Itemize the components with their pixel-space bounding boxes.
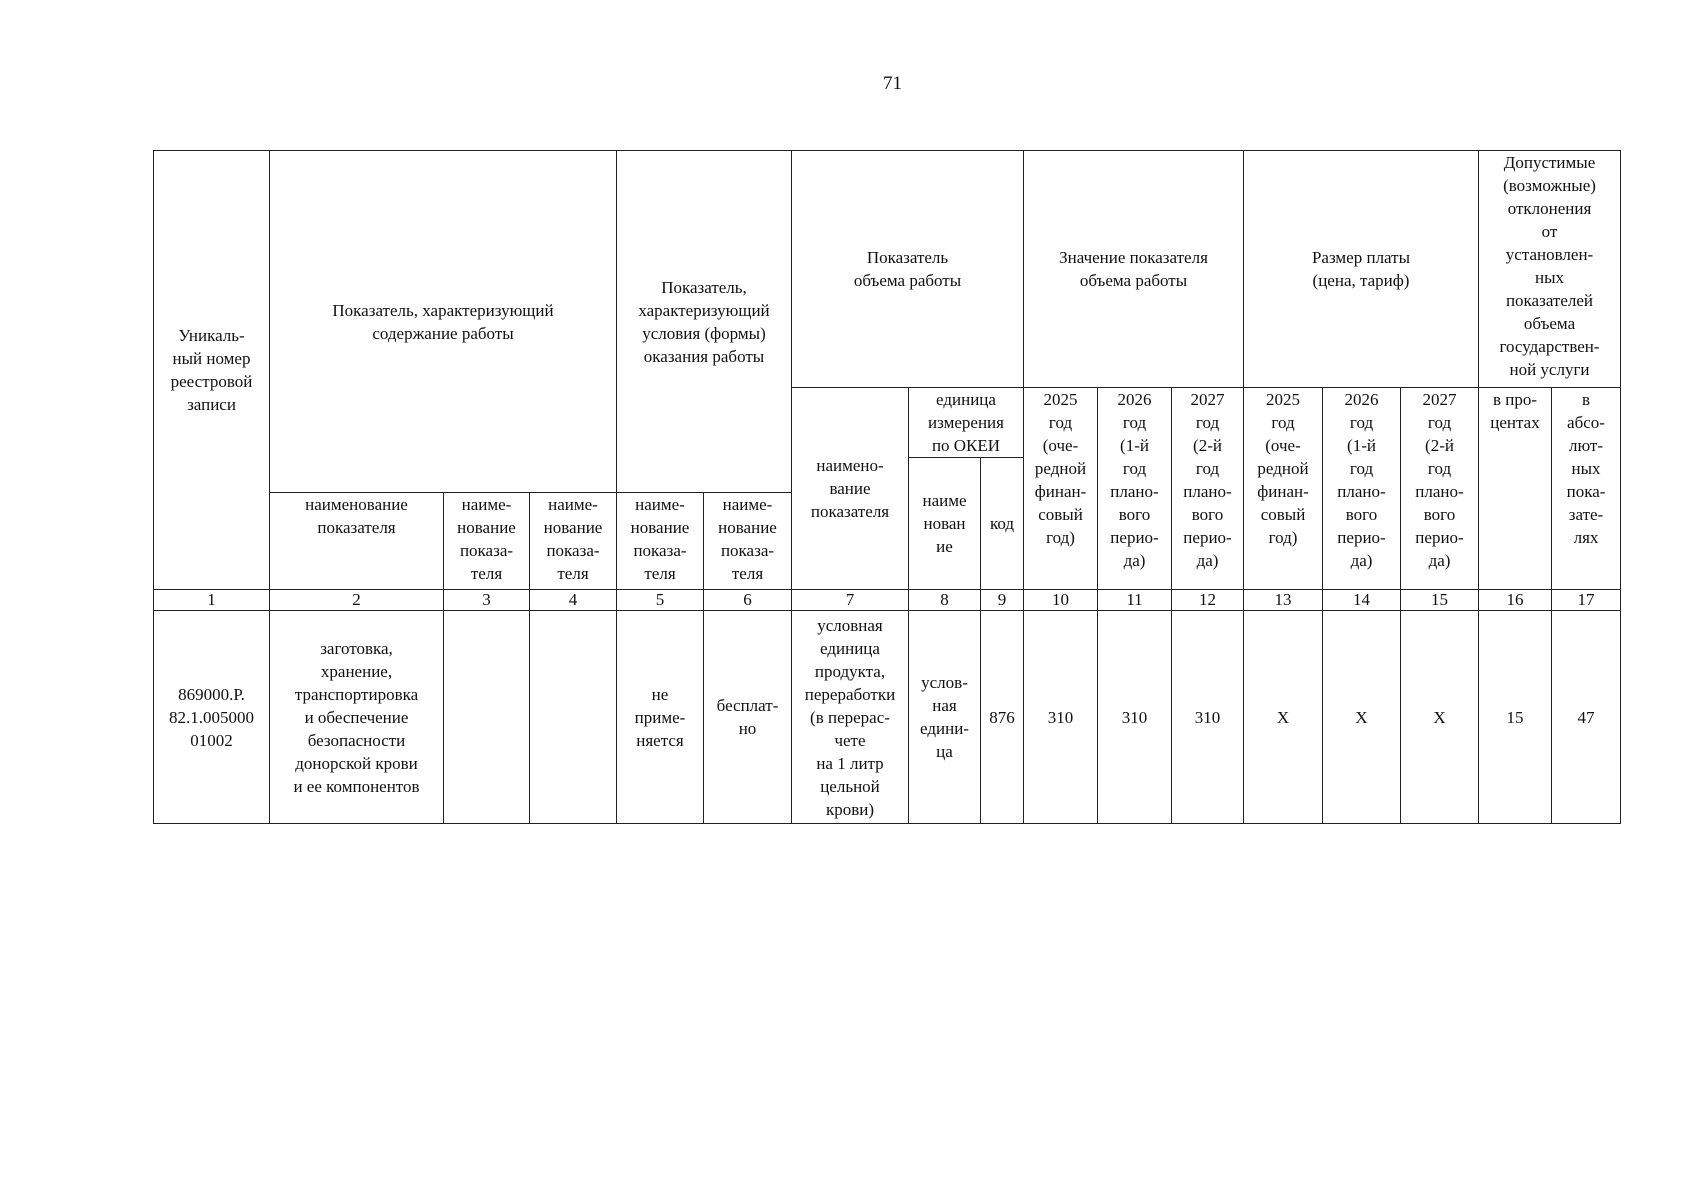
header-conditions-group-label: Показатель, характеризующий условия (формы) оказания работы — [638, 277, 770, 366]
header-deviation-absolute — [1552, 388, 1621, 590]
column-number: 14 — [1323, 590, 1401, 611]
header-registry-number — [154, 151, 270, 590]
fee-2027-cell — [1401, 611, 1479, 824]
header-2026-fee-label: 2026 год (1-й год плано- вого перио- да) — [1337, 390, 1386, 570]
condition-5-value: не приме- няется — [634, 684, 686, 750]
column-number: 15 — [1401, 590, 1479, 611]
column-number: 8 — [909, 590, 981, 611]
header-volume-value — [1024, 151, 1244, 388]
header-fee-label: Размер платы (цена, тариф) — [1311, 248, 1411, 290]
header-content-name-3 — [444, 493, 530, 590]
header-unit-code-label: код — [989, 514, 1015, 533]
unit-name-cell — [909, 611, 981, 824]
content-3-cell — [444, 611, 530, 824]
header-2026-volume-label: 2026 год (1-й год плано- вого перио- да) — [1110, 390, 1159, 570]
condition-5-cell — [617, 611, 704, 824]
header-2027-fee — [1401, 388, 1479, 590]
column-number: 3 — [444, 590, 530, 611]
header-unit-okei-label: единица измерения по ОКЕИ — [928, 390, 1004, 455]
column-number: 1 — [154, 590, 270, 611]
unit-code-cell — [981, 611, 1024, 824]
header-deviation-absolute-label: в абсо- лют- ных пока- зате- лях — [1566, 390, 1606, 547]
column-number: 9 — [981, 590, 1024, 611]
column-number: 5 — [617, 590, 704, 611]
volume-2026-value: 310 — [1121, 707, 1148, 727]
column-number: 17 — [1552, 590, 1621, 611]
header-unit-okei — [909, 388, 1024, 458]
deviation-absolute-value: 47 — [1577, 707, 1595, 727]
header-2025-volume — [1024, 388, 1098, 590]
header-unit-code — [981, 458, 1024, 590]
header-deviation-percent-label: в про- центах — [1490, 390, 1540, 432]
header-2027-fee-label: 2027 год (2-й год плано- вого перио- да) — [1415, 390, 1464, 570]
fee-2026-cell — [1323, 611, 1401, 824]
registry-number-value: 869000.Р. 82.1.005000 01002 — [169, 684, 254, 750]
header-cond-name-5 — [617, 493, 704, 590]
registry-table — [153, 150, 1621, 824]
header-2026-volume — [1098, 388, 1172, 590]
page-number: 71 — [883, 73, 902, 94]
condition-6-value: бесплат- но — [716, 696, 779, 738]
header-cond-name-5-label: наиме- нование показа- теля — [630, 495, 690, 583]
column-number: 13 — [1244, 590, 1323, 611]
header-2025-fee-label: 2025 год (оче- редной финан- совый год) — [1257, 390, 1309, 547]
header-2027-volume-label: 2027 год (2-й год плано- вого перио- да) — [1183, 390, 1232, 570]
condition-6-cell — [704, 611, 792, 824]
header-deviation — [1479, 151, 1621, 388]
header-fee — [1244, 151, 1479, 388]
volume-name-cell — [792, 611, 909, 824]
column-number: 6 — [704, 590, 792, 611]
content-4-cell — [530, 611, 617, 824]
header-2027-volume — [1172, 388, 1244, 590]
column-number: 11 — [1098, 590, 1172, 611]
deviation-percent-value: 15 — [1506, 707, 1524, 727]
header-content-name-4 — [530, 493, 617, 590]
header-volume-indicator-label: Показатель объема работы — [853, 248, 962, 290]
header-unit-name — [909, 458, 981, 590]
column-number: 2 — [270, 590, 444, 611]
column-number: 10 — [1024, 590, 1098, 611]
deviation-absolute-cell — [1552, 611, 1621, 824]
header-vol-name-7 — [792, 388, 909, 590]
header-volume-indicator — [792, 151, 1024, 388]
unit-name-value: услов- ная едини- ца — [920, 673, 969, 761]
unit-code-value: 876 — [989, 707, 1015, 727]
header-volume-value-label: Значение показателя объема работы — [1059, 248, 1208, 290]
header-deviation-percent — [1479, 388, 1552, 590]
fee-2025-value: Х — [1276, 707, 1290, 727]
fee-2026-value: Х — [1355, 707, 1368, 727]
volume-2025-cell — [1024, 611, 1098, 824]
column-number: 12 — [1172, 590, 1244, 611]
fee-2027-value: Х — [1433, 707, 1446, 727]
deviation-percent-cell — [1479, 611, 1552, 824]
header-2025-volume-label: 2025 год (оче- редной финан- совый год) — [1034, 390, 1087, 547]
column-number: 7 — [792, 590, 909, 611]
work-content-value: заготовка, хранение, транспортировка и обеспечение безопасности донорской крови и ее компонентов — [293, 638, 420, 796]
column-numbers-row — [154, 590, 1621, 611]
column-number: 16 — [1479, 590, 1552, 611]
registry-number-cell — [154, 611, 270, 824]
header-vol-name-7-label: наимено- вание показателя — [810, 456, 890, 521]
table-row — [154, 611, 1621, 824]
header-content-name-4-label: наиме- нование показа- теля — [543, 495, 603, 583]
header-conditions-group — [617, 151, 792, 493]
header-registry-label: Уникаль- ный номер реестровой записи — [170, 326, 253, 414]
column-number: 4 — [530, 590, 617, 611]
header-cond-name-6-label: наиме- нование показа- теля — [718, 495, 777, 583]
header-content-name-3-label: наиме- нование показа- теля — [457, 495, 516, 583]
volume-2027-value: 310 — [1194, 707, 1221, 727]
header-content-name-2 — [270, 493, 444, 590]
work-content-cell — [270, 611, 444, 824]
header-deviation-label: Допустимые (возможные) отклонения от установлен- ных показателей объема государствен- ной услуги — [1499, 153, 1600, 379]
fee-2025-cell — [1244, 611, 1323, 824]
header-unit-name-label: наиме нован ие — [922, 491, 967, 556]
header-content-group — [270, 151, 617, 493]
volume-2027-cell — [1172, 611, 1244, 824]
volume-2026-cell — [1098, 611, 1172, 824]
header-2025-fee — [1244, 388, 1323, 590]
volume-name-value: условная единица продукта, переработки (в перерас- чете на 1 литр цельной крови) — [804, 615, 896, 819]
header-2026-fee — [1323, 388, 1401, 590]
header-content-name-2-label: наименование показателя — [305, 495, 408, 537]
volume-2025-value: 310 — [1047, 707, 1074, 727]
header-cond-name-6 — [704, 493, 792, 590]
header-content-group-label: Показатель, характеризующий содержание работы — [332, 300, 554, 343]
